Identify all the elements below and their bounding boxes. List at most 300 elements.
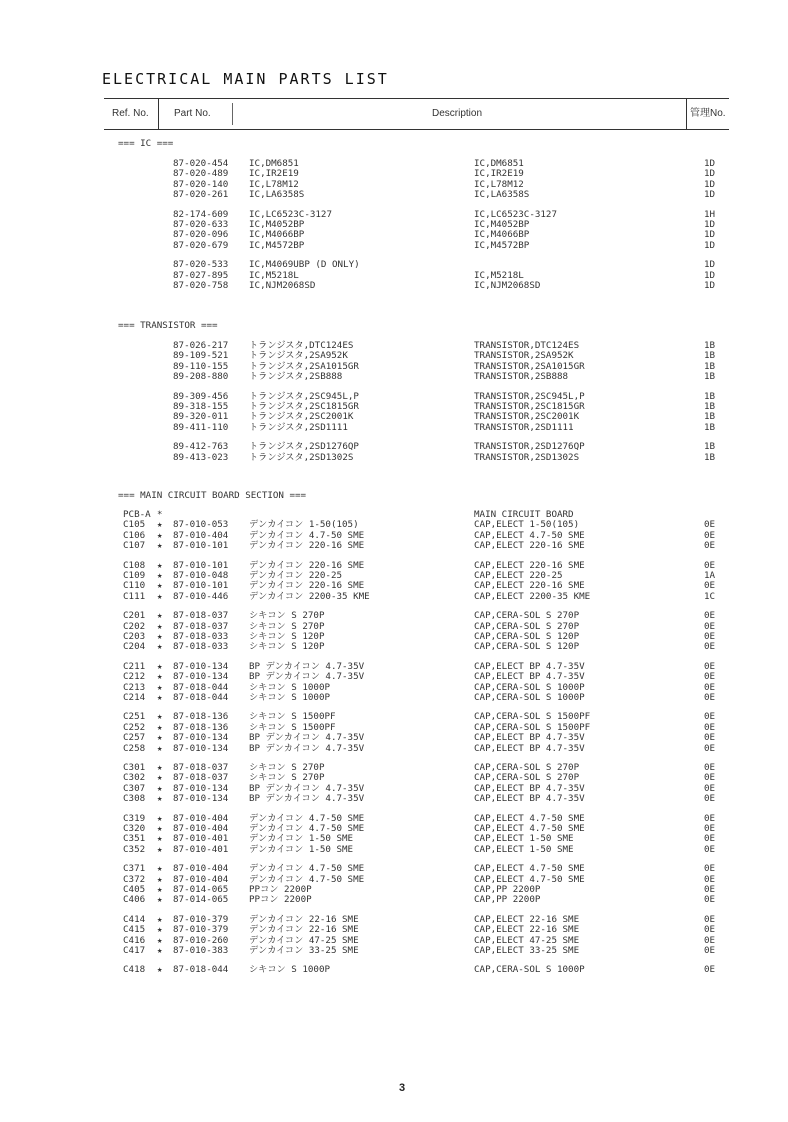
management-code: 0E — [704, 620, 716, 632]
star-mark: ★ — [157, 642, 163, 653]
part-no: 87-010-134 — [173, 782, 229, 794]
part-no: 87-010-446 — [173, 590, 229, 602]
table-row — [0, 541, 788, 551]
description-jp: デンカイコン 1-50(105) — [249, 519, 359, 531]
table-row — [0, 362, 788, 372]
star-mark: ★ — [157, 541, 163, 552]
part-no: 87-010-134 — [173, 742, 229, 754]
table-row — [0, 571, 788, 581]
management-code: 1D — [704, 229, 716, 241]
table-row — [0, 885, 788, 895]
table-row — [0, 773, 788, 783]
star-mark: ★ — [157, 874, 163, 885]
description-jp: トランジスタ,2SB888 — [249, 371, 343, 383]
table-row — [0, 372, 788, 382]
part-no: 87-010-404 — [173, 812, 229, 824]
description-en: CAP,CERA-SOL S 120P — [474, 631, 580, 642]
description-jp: シキコン S 1000P — [249, 692, 331, 703]
description-en: CAP,ELECT 4.7-50 SME — [474, 863, 585, 875]
description-en: CAP,ELECT 220-25 — [474, 570, 563, 581]
description-jp: IC,M4052BP — [249, 219, 305, 230]
management-code: 0E — [704, 762, 716, 773]
description-en: IC,M4052BP — [474, 219, 530, 230]
management-code: 1B — [704, 401, 716, 412]
table-row — [0, 965, 788, 975]
description-jp: デンカイコン 1-50 SME — [249, 833, 354, 845]
description-jp: BP デンカイコン 4.7-35V — [249, 660, 365, 672]
management-code: 0E — [704, 782, 716, 794]
description-jp: シキコン S 270P — [249, 762, 325, 773]
description-jp: デンカイコン 22-16 SME — [249, 913, 359, 925]
part-no: 87-020-140 — [173, 178, 229, 190]
part-no: 87-018-037 — [173, 762, 229, 773]
ref-no: C302 — [123, 772, 146, 784]
ref-no: C105 — [123, 519, 146, 531]
part-no: 87-010-134 — [173, 793, 229, 805]
ref-no: C252 — [123, 721, 146, 733]
table-row — [0, 733, 788, 743]
description-jp: デンカイコン 4.7-50 SME — [249, 863, 365, 875]
management-code: 0E — [704, 812, 716, 824]
table-row — [0, 845, 788, 855]
ref-no: C301 — [123, 762, 146, 773]
description-jp: トランジスタ,2SA1015GR — [249, 360, 359, 372]
table-row — [0, 402, 788, 412]
management-code: 1B — [704, 421, 716, 433]
table-row — [0, 723, 788, 733]
star-mark: ★ — [157, 693, 163, 703]
part-no: 87-018-037 — [173, 620, 229, 632]
part-no: 89-412-763 — [173, 441, 229, 453]
part-no: 87-010-101 — [173, 559, 229, 571]
description-en: MAIN CIRCUIT BOARD — [474, 509, 574, 520]
star-mark: ★ — [157, 722, 163, 733]
star-mark: ★ — [157, 824, 163, 834]
description-en: CAP,ELECT BP 4.7-35V — [474, 732, 585, 744]
management-code: 1C — [704, 590, 716, 602]
ref-no: C405 — [123, 884, 146, 895]
part-no: 87-027-895 — [173, 269, 229, 281]
table-row — [0, 875, 788, 885]
part-no: 89-110-155 — [173, 360, 229, 372]
management-code: 0E — [704, 559, 716, 571]
management-code: 1D — [704, 158, 716, 169]
ref-no: C418 — [123, 964, 146, 976]
description-jp: トランジスタ,2SD1111 — [249, 421, 348, 433]
management-code: 0E — [704, 671, 716, 683]
description-en: IC,M4066BP — [474, 229, 530, 241]
table-row — [0, 271, 788, 281]
table-row — [0, 341, 788, 351]
description-en: TRANSISTOR,2SD1111 — [474, 421, 574, 433]
part-no: 87-018-033 — [173, 631, 229, 642]
description-jp: トランジスタ,2SD1302S — [249, 451, 354, 463]
table-row — [0, 895, 788, 905]
description-jp: IC,NJM2068SD — [249, 280, 316, 291]
management-code: 0E — [704, 681, 716, 693]
ref-no: C414 — [123, 913, 146, 925]
description-en: TRANSISTOR,2SC945L,P — [474, 390, 585, 402]
management-code: 1B — [704, 441, 716, 453]
table-row — [0, 864, 788, 874]
description-jp: デンカイコン 33-25 SME — [249, 945, 359, 956]
part-no: 87-018-037 — [173, 772, 229, 784]
management-code: 1D — [704, 178, 716, 190]
description-jp: IC,M4572BP — [249, 239, 305, 251]
table-row — [0, 611, 788, 621]
table-row — [0, 672, 788, 682]
description-jp: BP デンカイコン 4.7-35V — [249, 782, 365, 794]
part-no: 87-010-379 — [173, 924, 229, 936]
star-mark: ★ — [157, 965, 163, 976]
part-no: 87-020-489 — [173, 168, 229, 180]
table-header — [104, 98, 729, 130]
star-mark: ★ — [157, 935, 163, 946]
management-code: 1D — [704, 168, 716, 180]
table-row — [0, 712, 788, 722]
description-en: CAP,CERA-SOL S 1000P — [474, 964, 585, 976]
ref-no: C417 — [123, 945, 146, 956]
description-jp: デンカイコン 47-25 SME — [249, 934, 359, 946]
table-row — [0, 241, 788, 251]
description-jp: デンカイコン 2200-35 KME — [249, 590, 370, 602]
star-mark: ★ — [157, 864, 163, 875]
ref-no: C109 — [123, 570, 146, 581]
management-code: 0E — [704, 519, 716, 531]
part-no: 89-309-456 — [173, 390, 229, 402]
table-row — [0, 159, 788, 169]
part-no: 87-010-383 — [173, 945, 229, 956]
part-no: 87-014-065 — [173, 884, 229, 895]
star-mark: ★ — [157, 794, 163, 805]
ref-no: C257 — [123, 732, 146, 744]
management-code: 1B — [704, 411, 716, 423]
management-code: 1B — [704, 390, 716, 402]
star-mark: ★ — [157, 520, 163, 531]
description-en: TRANSISTOR,2SA952K — [474, 350, 574, 362]
table-row — [0, 531, 788, 541]
description-en: CAP,ELECT 220-16 SME — [474, 580, 585, 592]
description-en: CAP,CERA-SOL S 1000P — [474, 681, 585, 693]
description-en: CAP,ELECT BP 4.7-35V — [474, 782, 585, 794]
description-en: CAP,ELECT 22-16 SME — [474, 924, 580, 936]
table-row — [0, 423, 788, 433]
ref-no: C320 — [123, 823, 146, 834]
star-mark: ★ — [157, 925, 163, 936]
part-no: 87-010-053 — [173, 519, 229, 531]
management-code: 0E — [704, 793, 716, 805]
description-jp: IC,IR2E19 — [249, 168, 299, 180]
part-no: 89-411-110 — [173, 421, 229, 433]
part-no: 87-010-404 — [173, 873, 229, 885]
management-code: 0E — [704, 732, 716, 744]
star-mark: ★ — [157, 591, 163, 602]
description-jp: デンカイコン 4.7-50 SME — [249, 823, 365, 834]
ref-no: C203 — [123, 631, 146, 642]
description-en: CAP,ELECT 22-16 SME — [474, 913, 580, 925]
description-en: CAP,ELECT 4.7-50 SME — [474, 812, 585, 824]
header-code: 管理No. — [690, 108, 726, 119]
description-en: CAP,CERA-SOL S 120P — [474, 641, 580, 653]
description-jp: シキコン S 270P — [249, 772, 325, 784]
description-en: CAP,CERA-SOL S 1500PF — [474, 721, 591, 733]
description-en: TRANSISTOR,2SD1302S — [474, 451, 580, 463]
ref-no: C371 — [123, 863, 146, 875]
description-jp: デンカイコン 220-16 SME — [249, 580, 365, 592]
part-no: 82-174-609 — [173, 208, 229, 220]
description-en: IC,LC6523C-3127 — [474, 208, 557, 220]
part-no: 89-208-880 — [173, 371, 229, 383]
star-mark: ★ — [157, 733, 163, 744]
table-row — [0, 834, 788, 844]
description-en: CAP,CERA-SOL S 1000P — [474, 692, 585, 703]
part-no: 87-018-136 — [173, 711, 229, 723]
star-mark: ★ — [157, 763, 163, 773]
management-code: 1D — [704, 280, 716, 291]
description-jp: PPコン 2200P — [249, 894, 312, 906]
description-en: CAP,ELECT 1-50 SME — [474, 843, 574, 855]
part-no: 87-018-037 — [173, 610, 229, 622]
description-jp: BP デンカイコン 4.7-35V — [249, 793, 365, 805]
description-en: IC,IR2E19 — [474, 168, 524, 180]
table-row — [0, 453, 788, 463]
part-no: 87-010-048 — [173, 570, 229, 581]
management-code: 1H — [704, 208, 716, 220]
part-no: 87-018-033 — [173, 641, 229, 653]
ref-no: C258 — [123, 742, 146, 754]
part-no: 87-018-044 — [173, 681, 229, 693]
description-en: CAP,ELECT 4.7-50 SME — [474, 873, 585, 885]
description-en: TRANSISTOR,DTC124ES — [474, 340, 580, 351]
table-row — [0, 683, 788, 693]
part-no: 87-010-134 — [173, 671, 229, 683]
table-row — [0, 622, 788, 632]
management-code: 0E — [704, 711, 716, 723]
header-ref-no: Ref. No. — [112, 108, 149, 119]
description-jp: デンカイコン 220-25 — [249, 570, 343, 581]
ref-no: C406 — [123, 894, 146, 906]
description-en: CAP,ELECT BP 4.7-35V — [474, 742, 585, 754]
table-row — [0, 412, 788, 422]
description-en: CAP,ELECT BP 4.7-35V — [474, 671, 585, 683]
description-jp: IC,M4069UBP (D ONLY) — [249, 259, 360, 271]
description-jp: トランジスタ,2SA952K — [249, 350, 348, 362]
description-jp: BP デンカイコン 4.7-35V — [249, 671, 365, 683]
ref-no: C110 — [123, 580, 146, 592]
ref-no: C212 — [123, 671, 146, 683]
table-row — [0, 784, 788, 794]
table-row — [0, 442, 788, 452]
table-row — [0, 824, 788, 834]
description-en: CAP,ELECT BP 4.7-35V — [474, 660, 585, 672]
description-jp: BP デンカイコン 4.7-35V — [249, 732, 365, 744]
description-en: CAP,CERA-SOL S 270P — [474, 610, 580, 622]
section-label: === IC === — [118, 138, 174, 149]
part-no: 87-014-065 — [173, 894, 229, 906]
ref-no: C307 — [123, 782, 146, 794]
description-jp: デンカイコン 220-16 SME — [249, 540, 365, 552]
ref-no: C351 — [123, 833, 146, 845]
description-jp: トランジスタ,DTC124ES — [249, 340, 354, 351]
description-jp: デンカイコン 220-16 SME — [249, 559, 365, 571]
description-en: CAP,ELECT 2200-35 KME — [474, 590, 591, 602]
management-code: 0E — [704, 894, 716, 906]
star-mark: ★ — [157, 743, 163, 754]
description-en: CAP,ELECT 220-16 SME — [474, 559, 585, 571]
management-code: 0E — [704, 641, 716, 653]
table-row — [0, 925, 788, 935]
star-mark: ★ — [157, 672, 163, 683]
management-code: 0E — [704, 823, 716, 834]
ref-no: C202 — [123, 620, 146, 632]
star-mark: ★ — [157, 560, 163, 571]
part-no: 87-010-101 — [173, 580, 229, 592]
table-row — [0, 763, 788, 773]
part-no: 87-010-379 — [173, 913, 229, 925]
description-en: TRANSISTOR,2SA1015GR — [474, 360, 585, 372]
description-jp: デンカイコン 1-50 SME — [249, 843, 354, 855]
description-jp: デンカイコン 4.7-50 SME — [249, 529, 365, 541]
star-mark: ★ — [157, 581, 163, 592]
ref-no: C204 — [123, 641, 146, 653]
management-code: 0E — [704, 772, 716, 784]
description-en: IC,NJM2068SD — [474, 280, 541, 291]
description-jp: BP デンカイコン 4.7-35V — [249, 742, 365, 754]
description-en: IC,L78M12 — [474, 178, 524, 190]
description-jp: トランジスタ,2SC945L,P — [249, 390, 359, 402]
star-mark: ★ — [157, 530, 163, 541]
part-no: 87-010-401 — [173, 833, 229, 845]
management-code: 0E — [704, 631, 716, 642]
description-jp: PPコン 2200P — [249, 884, 312, 895]
part-no: 87-020-679 — [173, 239, 229, 251]
management-code: 0E — [704, 964, 716, 976]
star-mark: ★ — [157, 682, 163, 693]
star-mark: ★ — [157, 895, 163, 906]
part-no: 87-018-136 — [173, 721, 229, 733]
management-code: 0E — [704, 660, 716, 672]
management-code: 1D — [704, 269, 716, 281]
table-row — [0, 744, 788, 754]
description-jp: IC,LA6358S — [249, 189, 305, 201]
management-code: 0E — [704, 529, 716, 541]
ref-no: PCB-A — [123, 509, 151, 520]
description-en: CAP,CERA-SOL S 1500PF — [474, 711, 591, 723]
description-jp: デンカイコン 22-16 SME — [249, 924, 359, 936]
description-jp: IC,M4066BP — [249, 229, 305, 241]
star-mark: ★ — [157, 885, 163, 895]
management-code: 0E — [704, 873, 716, 885]
management-code: 0E — [704, 924, 716, 936]
description-en: CAP,CERA-SOL S 270P — [474, 620, 580, 632]
ref-no: C108 — [123, 559, 146, 571]
management-code: 0E — [704, 934, 716, 946]
ref-no: C251 — [123, 711, 146, 723]
header-description: Description — [432, 108, 483, 119]
section-label: === TRANSISTOR === — [118, 320, 218, 331]
description-en: CAP,ELECT BP 4.7-35V — [474, 793, 585, 805]
table-row — [0, 936, 788, 946]
star-mark: ★ — [157, 844, 163, 855]
description-jp: シキコン S 120P — [249, 641, 325, 653]
description-en: CAP,ELECT 4.7-50 SME — [474, 529, 585, 541]
star-mark: * — [157, 510, 163, 520]
table-row — [0, 169, 788, 179]
table-row — [0, 561, 788, 571]
ref-no: C372 — [123, 873, 146, 885]
management-code: 1D — [704, 239, 716, 251]
star-mark: ★ — [157, 813, 163, 824]
management-code: 1B — [704, 451, 716, 463]
part-no: 87-020-533 — [173, 259, 229, 271]
part-no: 87-010-404 — [173, 823, 229, 834]
table-row — [0, 230, 788, 240]
description-en: CAP,ELECT 1-50 SME — [474, 833, 574, 845]
management-code: 0E — [704, 721, 716, 733]
star-mark: ★ — [157, 621, 163, 632]
description-jp: シキコン S 1500PF — [249, 711, 336, 723]
management-code: 0E — [704, 913, 716, 925]
description-jp: トランジスタ,2SC2001K — [249, 411, 354, 423]
description-jp: デンカイコン 4.7-50 SME — [249, 873, 365, 885]
description-en: CAP,CERA-SOL S 270P — [474, 772, 580, 784]
part-no: 87-010-404 — [173, 529, 229, 541]
table-row — [0, 794, 788, 804]
part-no: 87-020-096 — [173, 229, 229, 241]
table-row — [0, 260, 788, 270]
description-en: CAP,CERA-SOL S 270P — [474, 762, 580, 773]
description-jp: シキコン S 270P — [249, 610, 325, 622]
table-row — [0, 814, 788, 824]
description-jp: デンカイコン 4.7-50 SME — [249, 812, 365, 824]
table-row — [0, 915, 788, 925]
description-en: CAP,ELECT 220-16 SME — [474, 540, 585, 552]
description-en: IC,DM6851 — [474, 158, 524, 169]
star-mark: ★ — [157, 773, 163, 784]
management-code: 1D — [704, 189, 716, 201]
description-en: CAP,ELECT 33-25 SME — [474, 945, 580, 956]
description-jp: シキコン S 1000P — [249, 681, 331, 693]
header-part-no: Part No. — [174, 108, 211, 119]
ref-no: C416 — [123, 934, 146, 946]
ref-no: C319 — [123, 812, 146, 824]
management-code: 1D — [704, 219, 716, 230]
table-row — [0, 190, 788, 200]
header-divider — [232, 103, 233, 125]
description-jp: シキコン S 1000P — [249, 964, 331, 976]
ref-no: C211 — [123, 660, 146, 672]
table-row — [0, 210, 788, 220]
page-number: 3 — [399, 1082, 406, 1094]
description-en: TRANSISTOR,2SB888 — [474, 371, 569, 383]
star-mark: ★ — [157, 834, 163, 845]
table-row — [0, 180, 788, 190]
description-jp: シキコン S 270P — [249, 620, 325, 632]
part-no: 87-010-401 — [173, 843, 229, 855]
part-no: 87-020-454 — [173, 158, 229, 169]
table-row — [0, 693, 788, 703]
part-no: 87-010-404 — [173, 863, 229, 875]
description-en: TRANSISTOR,2SC1815GR — [474, 401, 585, 412]
star-mark: ★ — [157, 571, 163, 581]
star-mark: ★ — [157, 783, 163, 794]
part-no: 89-318-155 — [173, 401, 229, 412]
management-code: 0E — [704, 742, 716, 754]
management-code: 1B — [704, 340, 716, 351]
management-code: 0E — [704, 540, 716, 552]
star-mark: ★ — [157, 946, 163, 956]
management-code: 0E — [704, 833, 716, 845]
